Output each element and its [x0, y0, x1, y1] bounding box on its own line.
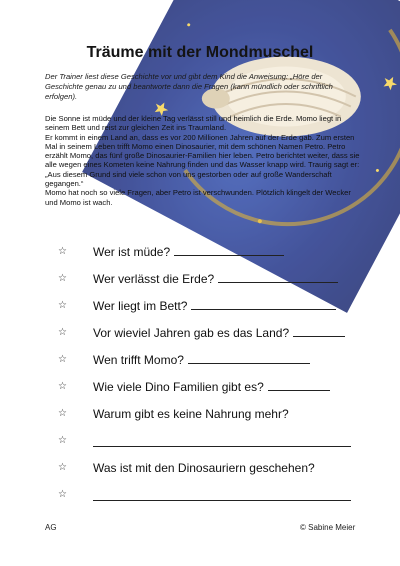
footer-initials: AG	[45, 523, 57, 532]
story-paragraph: Er kommt in einem Land an, dass es vor 200 Millionen Jahren auf der Erde gab. Zum ersten Mal in seinem Leben trifft Momo einen Dinosaurier, mit dem schönen Namen Petro. Petro erzählt Momo, das fünf große Dinosaurier-Familien hier leben. Petro berichtet weiter, dass sie alle wegen eines Kometen keine Nahrung finden und das Wasser knapp wird. Traurig sagt er: „Aus diesem Grund sind viele schon von uns gestorben oder auf große Wanderschaft gegangen.“	[45, 132, 360, 189]
answer-line[interactable]	[188, 353, 310, 364]
question-row	[0, 270, 400, 290]
question-text: Wie viele Dino Familien gibt es?	[93, 380, 264, 394]
question-row	[0, 486, 400, 506]
star-icon: ☆	[58, 273, 67, 284]
question-text: Wen trifft Momo?	[93, 353, 184, 367]
question-row	[0, 432, 400, 452]
page-title: Träume mit der Mondmuschel	[86, 44, 314, 61]
star-icon: ☆	[58, 462, 67, 473]
star-icon: ☆	[58, 300, 67, 311]
question-row	[0, 297, 400, 317]
question-text: Warum gibt es keine Nahrung mehr?	[93, 407, 289, 421]
question-text: Wer verlässt die Erde?	[93, 272, 215, 286]
question-row	[0, 243, 400, 263]
question-row	[0, 405, 400, 425]
question-text: Wer ist müde?	[93, 245, 171, 259]
question-row	[0, 378, 400, 398]
story-paragraph: Momo hat noch so viele Fragen, aber Petro ist verschwunden. Plötzlich klingelt der Wecker und Momo ist wach.	[45, 188, 351, 207]
question-row	[0, 459, 400, 479]
answer-line[interactable]	[268, 380, 330, 391]
question-row	[0, 324, 400, 344]
star-icon: ☆	[58, 327, 67, 338]
question-text: Wer liegt im Bett?	[93, 299, 188, 313]
instruction-text: Der Trainer liest diese Geschichte vor und gibt dem Kind die Anweisung: „Höre der Geschichte genau zu und beantworte dann die Fragen (kann mündlich oder schriftlich erfolgen).	[45, 72, 333, 101]
star-icon: ☆	[58, 246, 67, 257]
star-icon: ☆	[58, 354, 67, 365]
answer-line[interactable]	[93, 446, 351, 447]
star-icon: ☆	[58, 489, 67, 500]
answer-line[interactable]	[293, 326, 345, 337]
footer-copyright: © Sabine Meier	[300, 523, 356, 532]
question-text: Was ist mit den Dinosauriern geschehen?	[93, 461, 315, 475]
story-paragraph: Die Sonne ist müde und der kleine Tag verlässt still und heimlich die Erde. Momo liegt in seinem Bett und reist zur gleichen Zeit ins Traumland.	[45, 114, 342, 133]
question-text: Vor wieviel Jahren gab es das Land?	[93, 326, 290, 340]
question-row	[0, 351, 400, 371]
answer-line[interactable]	[93, 500, 351, 501]
star-icon: ☆	[58, 408, 67, 419]
answer-line[interactable]	[191, 299, 336, 310]
answer-line[interactable]	[174, 245, 284, 256]
story-text	[45, 114, 360, 207]
answer-line[interactable]	[218, 272, 338, 283]
star-icon: ☆	[58, 381, 67, 392]
star-icon: ☆	[58, 435, 67, 446]
